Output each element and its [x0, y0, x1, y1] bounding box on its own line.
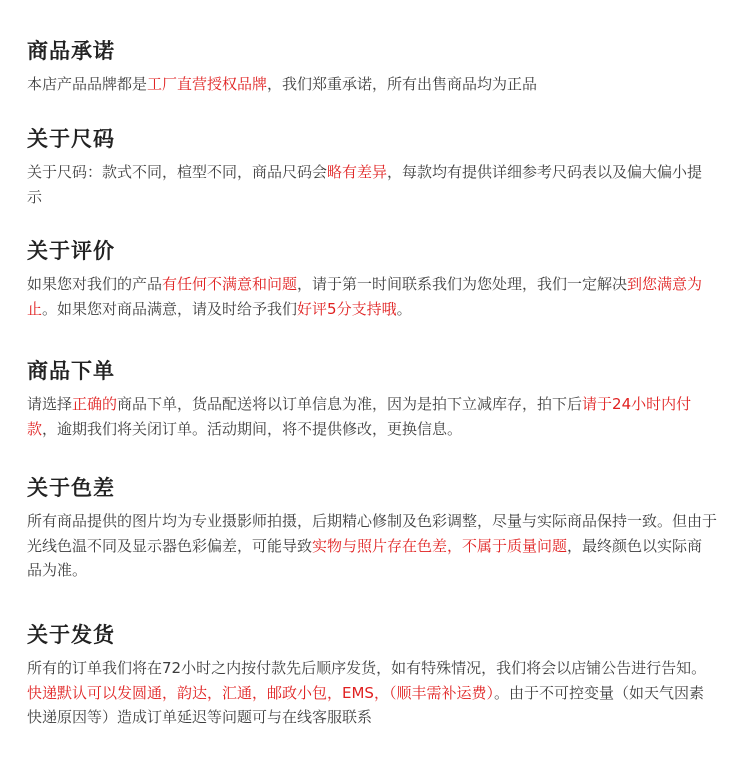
section-title: 商品承诺: [27, 39, 115, 63]
text-segment: ，每款均有提供详细参考尺码表以及偏大偏小提示: [27, 163, 703, 206]
section-title: 关于发货: [27, 623, 115, 647]
text-segment: 本店产品品牌都是: [27, 75, 148, 93]
section-title: 关于评价: [27, 239, 115, 263]
text-segment: 商品下单，货品配送将以订单信息为准，因为是拍下立减库存，拍下后: [117, 395, 583, 413]
text-segment: 如果您对我们的产品: [27, 275, 163, 293]
text-segment: ，最终颜色以实际商品为准。: [27, 536, 703, 579]
section-commitment: [27, 38, 717, 97]
section-body: [27, 272, 717, 321]
text-segment: 。: [396, 299, 412, 318]
text-segment: 关于尺码：款式不同，楦型不同，商品尺码会: [27, 163, 328, 181]
highlight-segment: 请于24小时内付款: [27, 395, 692, 438]
highlight-segment: 实物与照片存在色差，不属于质量问题: [312, 536, 568, 555]
section-shipping: [27, 622, 717, 730]
section-title: 商品下单: [27, 359, 115, 383]
section-body: [27, 656, 717, 730]
text-segment: ，我们郑重承诺，所有出售商品均为正品: [267, 75, 538, 93]
section-body: [27, 160, 717, 209]
section-review: [27, 238, 717, 321]
highlight-segment: 到您满意为止: [27, 275, 703, 318]
text-segment: 请选择: [27, 395, 73, 413]
section-body: [27, 392, 717, 441]
highlight-segment: 有任何不满意和问题: [162, 275, 298, 293]
text-segment: ，请于第一时间联系我们为您处理，我们一定解决: [297, 275, 628, 293]
text-segment: 。由于不可控变量（如天气因素快递原因等）造成订单延迟等问题可与在线客服联系: [27, 683, 704, 726]
text-segment: 所有的订单我们将在72小时之内按付款先后顺序发货，如有特殊情况，我们将会以店铺公告进行告知。: [27, 659, 707, 677]
highlight-segment: 好评5分支持哦: [297, 299, 397, 318]
highlight-segment: 快递默认可以发圆通，韵达，汇通，邮政小包，EMS，（顺丰需补运费）: [27, 683, 494, 702]
section-body: [27, 509, 717, 583]
text-segment: 所有商品提供的图片均为专业摄影师拍摄，后期精心修制及色彩调整，尽量与实际商品保持一致。但由于光线色温不同及显示器色彩偏差，可能导致: [27, 512, 718, 555]
highlight-segment: 正确的: [72, 395, 118, 413]
highlight-segment: 工厂直营授权品牌: [147, 75, 268, 93]
section-color: [27, 475, 717, 583]
section-body: [27, 72, 717, 97]
section-title: 关于色差: [27, 476, 115, 500]
highlight-segment: 略有差异: [327, 163, 388, 181]
section-size: [27, 126, 717, 209]
section-title: 关于尺码: [27, 127, 115, 151]
text-segment: ，逾期我们将关闭订单。活动期间，将不提供修改，更换信息。: [42, 419, 463, 438]
text-segment: 。如果您对商品满意，请及时给予我们: [42, 299, 298, 318]
section-order: [27, 358, 717, 441]
